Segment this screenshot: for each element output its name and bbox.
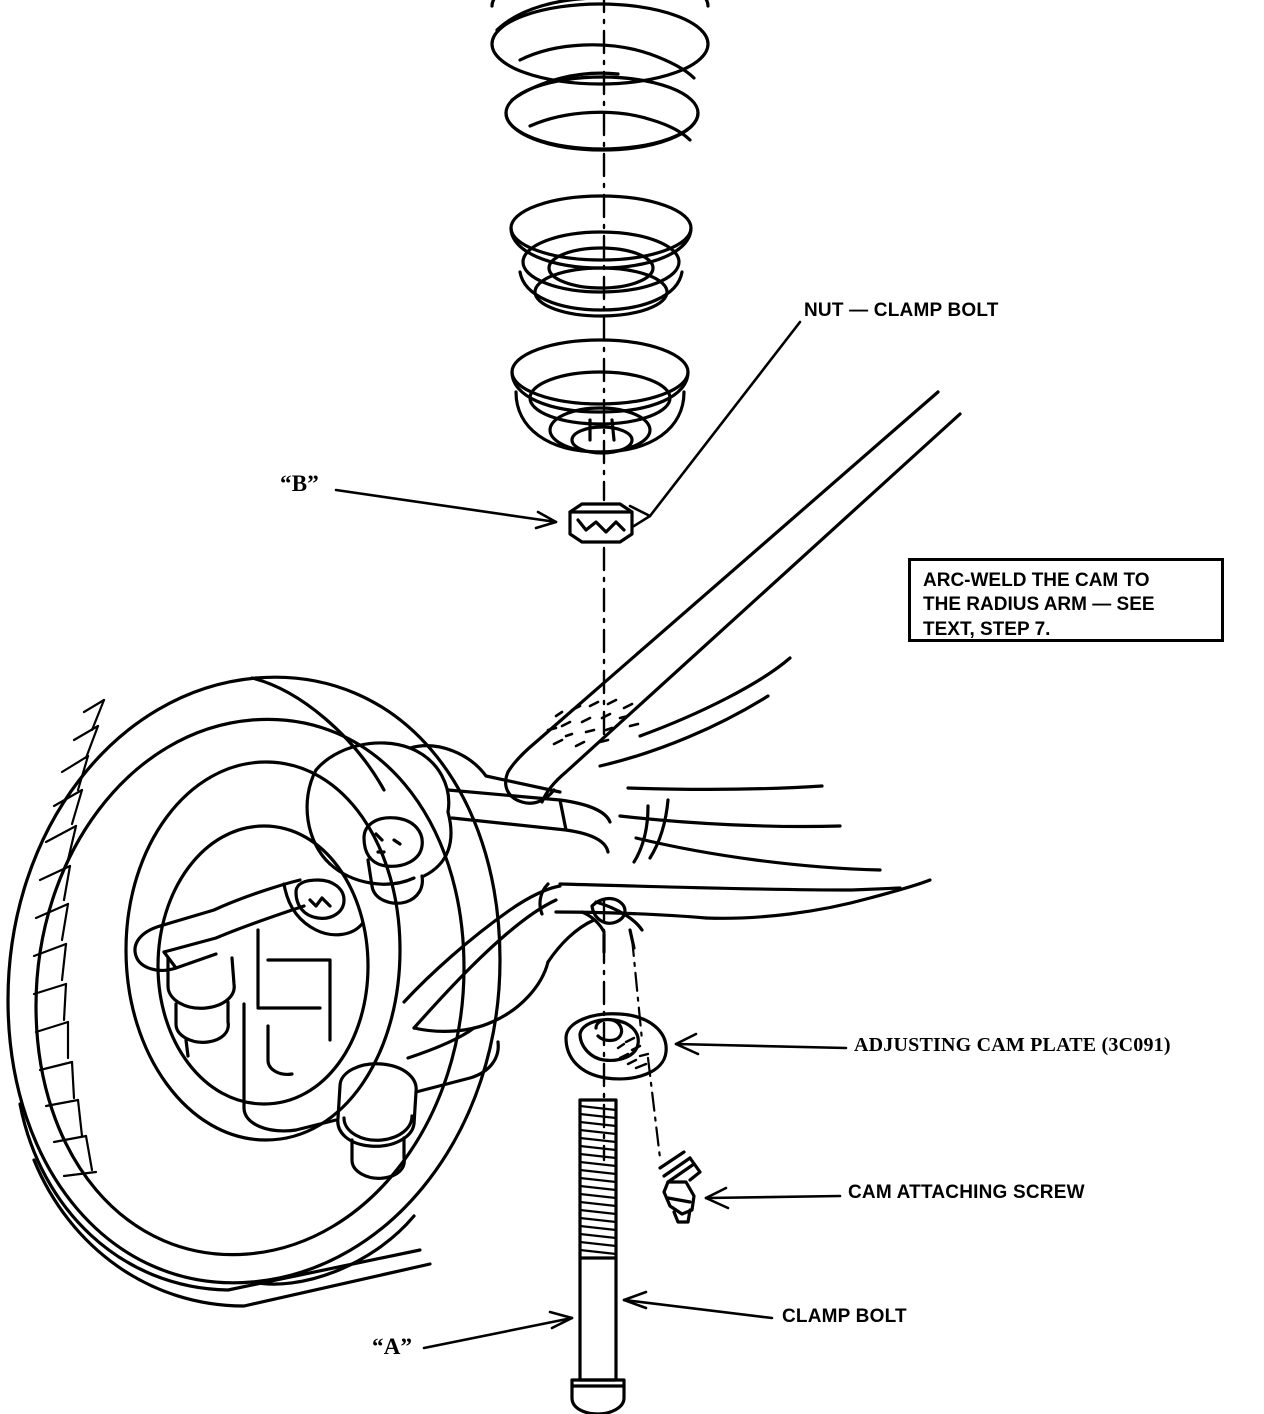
label-nut-clamp-bolt: NUT — CLAMP BOLT xyxy=(804,300,999,321)
label-marker-b: “B” xyxy=(280,471,319,496)
clamp-bolt-nut xyxy=(570,504,632,542)
label-marker-a: “A” xyxy=(372,1334,413,1359)
adjusting-cam-plate xyxy=(566,1014,666,1079)
spring-seat-insulator xyxy=(511,196,691,316)
arc-weld-callout-box xyxy=(908,558,1224,642)
label-cam-attaching-screw: CAM ATTACHING SCREW xyxy=(848,1182,1085,1203)
spring-lower-seat xyxy=(512,340,688,453)
callout-line-1: ARC-WELD THE CAM TO xyxy=(923,570,1150,591)
clamp-bolt xyxy=(572,1100,624,1414)
bolt-threads xyxy=(580,1106,616,1254)
label-clamp-bolt: CLAMP BOLT xyxy=(782,1306,907,1327)
weld-marks xyxy=(548,700,638,746)
steering-knuckle xyxy=(135,743,610,1178)
label-adjusting-cam-plate: ADJUSTING CAM PLATE (3C091) xyxy=(854,1034,1171,1056)
cam-attaching-screw xyxy=(660,1152,700,1222)
callout-line-2: THE RADIUS ARM — SEE xyxy=(923,594,1155,616)
callout-line-3: TEXT, STEP 7. xyxy=(923,618,1051,640)
brake-rotor xyxy=(8,677,500,1306)
coil-spring-icon xyxy=(492,0,708,150)
radius-arm xyxy=(506,392,960,803)
